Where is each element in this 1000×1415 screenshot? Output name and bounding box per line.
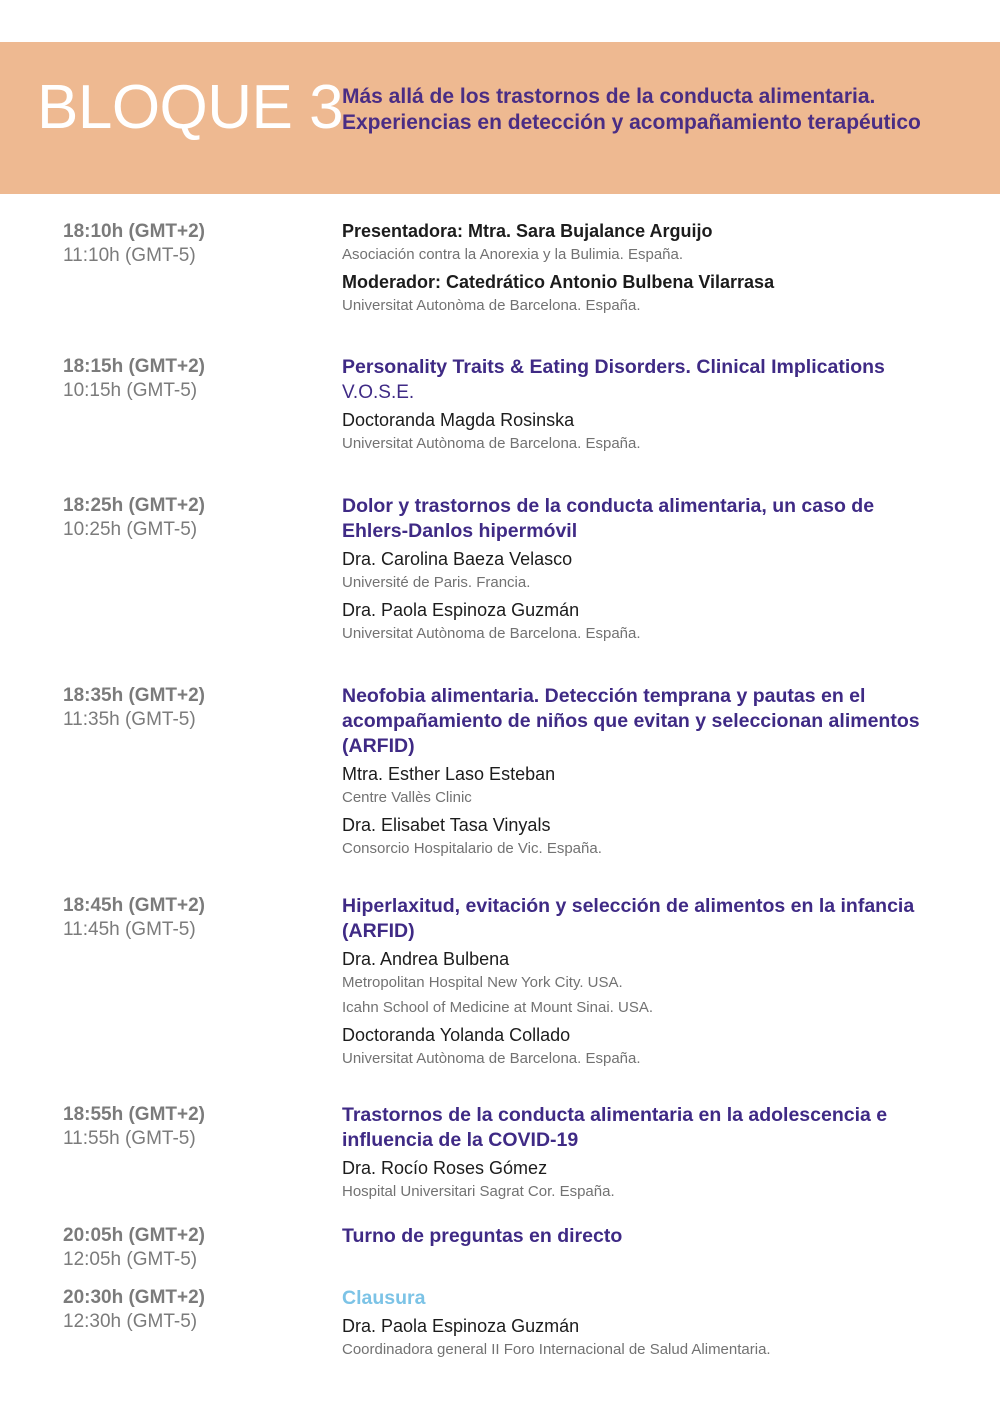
moderator-affiliation: Universitat Autonòma de Barcelona. España.: [342, 297, 641, 314]
speaker-name: Dra. Andrea Bulbena: [342, 949, 510, 969]
speaker-affiliation: Hospital Universitari Sagrat Cor. España.: [342, 1183, 615, 1200]
session-content: [342, 1286, 962, 1360]
speaker-affiliation: Metropolitan Hospital New York City. USA.: [342, 974, 623, 991]
block-title-line: Experiencias en detección y acompañamiento terapéutico: [342, 111, 921, 134]
session-title: [342, 684, 962, 759]
speaker-affiliation: Université de Paris. Francia.: [342, 574, 531, 591]
session-title-line: (ARFID): [342, 735, 415, 757]
time-gmt-minus-5: 11:10h (GMT-5): [63, 245, 196, 266]
session-title-line: Clausura: [342, 1287, 426, 1309]
session-title: [342, 494, 962, 544]
top-margin: [0, 0, 1000, 42]
session-time: [63, 894, 323, 942]
speaker-name: Dra. Rocío Roses Gómez: [342, 1158, 548, 1178]
moderator-name: Moderador: Catedrático Antonio Bulbena Vilarrasa: [342, 272, 775, 292]
session-title-line: (ARFID): [342, 920, 415, 942]
session-time: [63, 1286, 323, 1334]
block-title-line: Más allá de los trastornos de la conducta alimentaria.: [342, 85, 876, 108]
time-gmt-minus-5: 10:25h (GMT-5): [63, 519, 198, 540]
speaker-name: Dra. Paola Espinoza Guzmán: [342, 1316, 580, 1336]
speaker-name: Doctoranda Magda Rosinska: [342, 410, 575, 430]
speaker-name: Mtra. Esther Laso Esteban: [342, 764, 556, 784]
time-gmt-plus-2: 20:30h (GMT+2): [63, 1287, 206, 1308]
time-gmt-plus-2: 18:10h (GMT+2): [63, 221, 206, 242]
speaker-affiliation: Consorcio Hospitalario de Vic. España.: [342, 840, 602, 857]
session-content: [342, 684, 962, 859]
block-label: BLOQUE 3: [37, 73, 344, 142]
session-title: [342, 1286, 962, 1311]
session-title-line: Trastornos de la conducta alimentaria en la adolescencia e: [342, 1104, 888, 1126]
speaker-name: Doctoranda Yolanda Collado: [342, 1025, 571, 1045]
session-title: [342, 894, 962, 944]
time-gmt-plus-2: 18:35h (GMT+2): [63, 685, 206, 706]
session-subtitle: V.O.S.E.: [342, 382, 415, 403]
speaker-affiliation: Universitat Autònoma de Barcelona. España.: [342, 435, 641, 452]
session-time: [63, 355, 323, 403]
session-title-line: Turno de preguntas en directo: [342, 1225, 623, 1247]
session-title: [342, 1224, 962, 1249]
time-gmt-minus-5: 12:05h (GMT-5): [63, 1249, 198, 1270]
time-gmt-minus-5: 11:55h (GMT-5): [63, 1128, 196, 1149]
speaker-affiliation: Centre Vallès Clinic: [342, 789, 472, 806]
time-gmt-plus-2: 18:15h (GMT+2): [63, 356, 206, 377]
session-time: [63, 1103, 323, 1151]
session-title-line: acompañamiento de niños que evitan y seleccionan alimentos: [342, 710, 920, 732]
time-gmt-plus-2: 18:25h (GMT+2): [63, 495, 206, 516]
session-time: [63, 1224, 323, 1272]
time-gmt-plus-2: 18:45h (GMT+2): [63, 895, 206, 916]
session-title-line: Dolor y trastornos de la conducta alimentaria, un caso de: [342, 495, 875, 517]
block-title: [342, 84, 982, 136]
speaker-name: Dra. Carolina Baeza Velasco: [342, 549, 573, 569]
session-time: [63, 684, 323, 732]
session-content: [342, 894, 962, 1069]
session-time: [63, 494, 323, 542]
speaker-affiliation: Universitat Autònoma de Barcelona. España.: [342, 625, 641, 642]
presenter-name: Presentadora: Mtra. Sara Bujalance Arguijo: [342, 221, 713, 241]
speaker-affiliation: Coordinadora general II Foro Internacional de Salud Alimentaria.: [342, 1341, 771, 1358]
presenter-affiliation: Asociación contra la Anorexia y la Bulimia. España.: [342, 246, 684, 263]
time-gmt-plus-2: 20:05h (GMT+2): [63, 1225, 206, 1246]
session-content: [342, 355, 962, 454]
session-time: [63, 220, 323, 268]
session-title: [342, 1103, 962, 1153]
time-gmt-plus-2: 18:55h (GMT+2): [63, 1104, 206, 1125]
session-title-line: influencia de la COVID-19: [342, 1129, 579, 1151]
speaker-affiliation: Universitat Autònoma de Barcelona. España.: [342, 1050, 641, 1067]
session-content: [342, 1224, 962, 1249]
time-gmt-minus-5: 12:30h (GMT-5): [63, 1311, 198, 1332]
session-title-line: Neofobia alimentaria. Detección temprana y pautas en el: [342, 685, 866, 707]
session-title-line: Hiperlaxitud, evitación y selección de alimentos en la infancia: [342, 895, 915, 917]
session-title: [342, 355, 962, 380]
session-title-line: Ehlers-Danlos hipermóvil: [342, 520, 578, 542]
time-gmt-minus-5: 10:15h (GMT-5): [63, 380, 198, 401]
time-gmt-minus-5: 11:35h (GMT-5): [63, 709, 196, 730]
session-content: [342, 220, 962, 316]
speaker-affiliation: Icahn School of Medicine at Mount Sinai. USA.: [342, 999, 654, 1016]
session-content: [342, 494, 962, 644]
time-gmt-minus-5: 11:45h (GMT-5): [63, 919, 196, 940]
session-title-line: Personality Traits & Eating Disorders. Clinical Implications: [342, 356, 885, 378]
speaker-name: Dra. Paola Espinoza Guzmán: [342, 600, 580, 620]
session-content: [342, 1103, 962, 1202]
speaker-name: Dra. Elisabet Tasa Vinyals: [342, 815, 551, 835]
